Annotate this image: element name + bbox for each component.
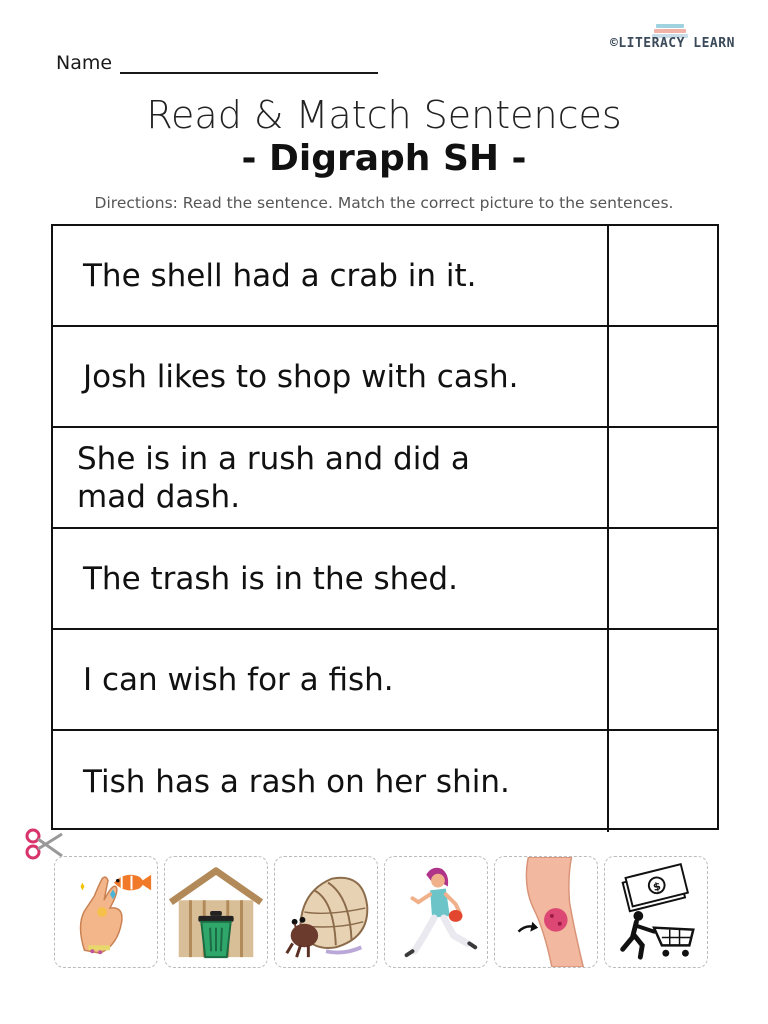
- svg-text:$: $: [651, 879, 663, 894]
- picture-card-rush-dash[interactable]: [384, 856, 488, 968]
- picture-answer-box[interactable]: [607, 630, 717, 729]
- name-field-row: [56, 52, 378, 74]
- picture-answer-box[interactable]: [607, 529, 717, 628]
- running-woman-icon: [385, 857, 487, 967]
- directions-text: Directions: Read the sentence. Match the correct picture to the sentences.: [94, 194, 674, 212]
- hermit-crab-shell-icon: [275, 857, 377, 967]
- picture-card-wish-fish[interactable]: [54, 856, 158, 968]
- trash-can-in-shed-icon: [165, 857, 267, 967]
- table-row: [53, 529, 717, 630]
- picture-answer-box[interactable]: [607, 428, 717, 527]
- name-write-line[interactable]: [120, 54, 378, 74]
- sentence-text: The shell had a crab in it.: [83, 257, 477, 294]
- picture-card-shop-cash[interactable]: [604, 856, 708, 968]
- table-row: [53, 327, 717, 428]
- rash-on-shin-icon: [495, 857, 597, 967]
- picture-card-trash-shed[interactable]: [164, 856, 268, 968]
- picture-answer-box[interactable]: [607, 327, 717, 426]
- sentence-text: I can wish for a fish.: [83, 661, 394, 698]
- worksheet-subtitle: - Digraph SH -: [241, 138, 527, 179]
- picture-answer-box[interactable]: [607, 226, 717, 325]
- picture-card-rash-shin[interactable]: [494, 856, 598, 968]
- wish-fingers-fish-icon: [55, 857, 157, 967]
- sentence-text: Josh likes to shop with cash.: [83, 358, 519, 395]
- picture-card-crab-shell[interactable]: [274, 856, 378, 968]
- sentence-text: The trash is in the shed.: [83, 560, 458, 597]
- sentence-text: She is in a rush and did a mad dash.: [77, 440, 470, 515]
- cash-and-shopping-cart-icon: [605, 857, 707, 967]
- literacy-learn-logo: [610, 22, 735, 62]
- sentence-match-table: [51, 224, 719, 830]
- name-label: Name: [56, 52, 113, 74]
- table-row: [53, 630, 717, 731]
- logo-text: ©LITERACY LEARN: [610, 36, 735, 51]
- table-row: [53, 428, 717, 529]
- table-row: [53, 731, 717, 832]
- sentence-text: Tish has a rash on her shin.: [83, 763, 510, 800]
- table-row: [53, 226, 717, 327]
- worksheet-title: Read & Match Sentences: [146, 93, 622, 137]
- picture-answer-box[interactable]: [607, 731, 717, 832]
- cut-out-picture-cards: [54, 856, 714, 970]
